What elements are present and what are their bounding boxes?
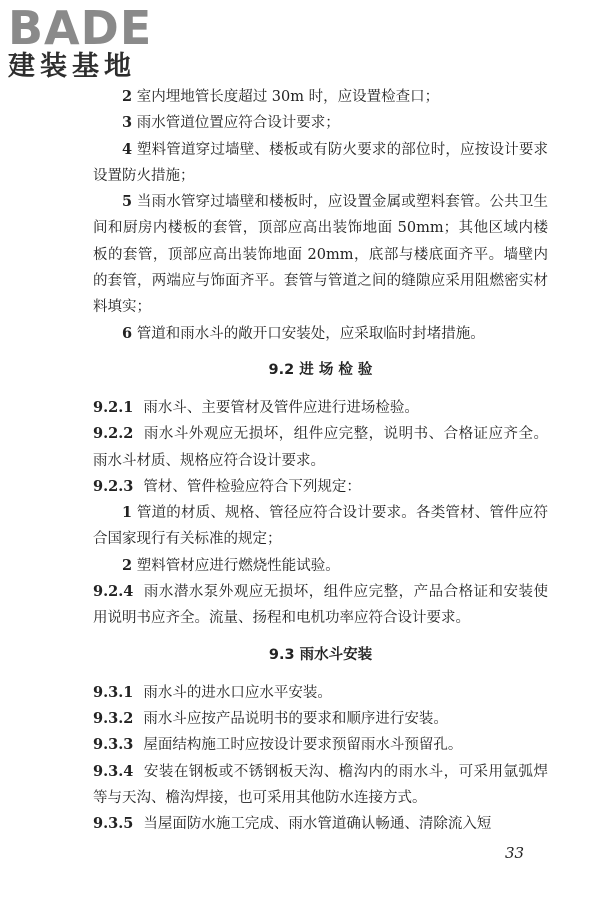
clause-number: 9.3.2 — [93, 709, 134, 727]
clause-paragraph — [93, 680, 548, 706]
section-heading: 9.2 进 场 检 验 — [268, 361, 373, 378]
clause-paragraph — [93, 421, 548, 474]
list-item — [93, 189, 548, 320]
paragraph-text: 雨水潜水泵外观应无损坏，组件应完整，产品合格证和安装使用说明书应齐全。流量、扬程和电机功率应符合设计要求。 — [93, 584, 548, 627]
item-number: 1 — [122, 504, 133, 522]
clause-number: 9.3.3 — [93, 736, 134, 754]
clause-number: 9.3.1 — [93, 683, 134, 701]
paragraph-text: 管材、管件检验应符合下列规定： — [143, 478, 361, 495]
list-item — [93, 500, 548, 553]
item-number: 6 — [122, 324, 133, 342]
paragraph-text: 塑料管道穿过墙壁、楼板或有防火要求的部位时，应按设计要求设置防火措施； — [93, 141, 549, 184]
section-heading: 9.3 雨水斗安装 — [268, 646, 373, 663]
paragraph-text: 雨水斗、主要管材及管件应进行进场检验。 — [143, 399, 419, 416]
clause-paragraph — [93, 759, 548, 812]
clause-paragraph — [93, 732, 548, 758]
list-item — [93, 137, 548, 190]
paragraph-text: 雨水斗的进水口应水平安装。 — [143, 684, 332, 701]
clause-paragraph — [93, 579, 548, 632]
document-body — [93, 84, 548, 837]
clause-number: 9.2.2 — [93, 425, 134, 443]
paragraph-text: 雨水斗外观应无损坏，组件应完整，说明书、合格证应齐全。雨水斗材质、规格应符合设计要求。 — [93, 426, 548, 469]
clause-paragraph — [93, 474, 548, 500]
clause-number: 9.3.5 — [93, 815, 134, 833]
page-number: 33 — [505, 844, 525, 862]
list-item — [93, 321, 548, 347]
paragraph-text: 雨水斗应按产品说明书的要求和顺序进行安装。 — [143, 710, 448, 727]
clause-number: 9.2.1 — [93, 398, 134, 416]
bade-logo — [8, 1, 178, 82]
list-item — [93, 110, 548, 136]
item-number: 2 — [122, 88, 133, 105]
clause-number: 9.2.4 — [93, 583, 134, 601]
paragraph-text: 雨水管道位置应符合设计要求； — [136, 115, 340, 132]
paragraph-text: 安装在钢板或不锈钢板天沟、檐沟内的雨水斗，可采用氩弧焊等与天沟、檐沟焊接，也可采用其他防水连接方式。 — [93, 763, 548, 806]
logo-subtitle: 建装基地 — [8, 51, 136, 82]
paragraph-text: 室内埋地管长度超过 30m 时，应设置检查口； — [136, 89, 440, 105]
item-number: 2 — [122, 556, 133, 574]
item-number: 4 — [122, 140, 133, 158]
paragraph-text: 管道的材质、规格、管径应符合设计要求。各类管材、管件应符合国家现行有关标准的规定； — [93, 505, 549, 548]
item-number: 5 — [122, 193, 133, 211]
item-number: 3 — [122, 114, 133, 132]
clause-number: 9.2.3 — [93, 477, 134, 495]
paragraph-text: 屋面结构施工时应按设计要求预留雨水斗预留孔。 — [143, 737, 463, 754]
logo-wordmark: BADE — [8, 1, 153, 55]
paragraph-text: 管道和雨水斗的敞开口安装处，应采取临时封堵措施。 — [136, 325, 485, 342]
clause-paragraph — [93, 395, 548, 421]
paragraph-text: 当雨水管穿过墙壁和楼板时，应设置金属或塑料套管。公共卫生间和厨房内楼板的套管，顶部应高出装饰地面 50mm；其他区域内楼板的套管，顶部应高出装饰地面 20mm，底部与楼底面齐平。墙壁内的套管，两端应与饰面齐平。套管与管道之间的缝隙应采用阻燃密实材料填实； — [93, 194, 549, 316]
list-item — [93, 553, 548, 579]
clause-paragraph — [93, 811, 548, 837]
clause-paragraph — [93, 706, 548, 732]
clause-number: 9.3.4 — [93, 762, 134, 780]
list-item — [93, 84, 548, 110]
paragraph-text: 当屋面防水施工完成、雨水管道确认畅通、清除流入短 — [143, 816, 492, 833]
paragraph-text: 塑料管材应进行燃烧性能试验。 — [136, 557, 340, 574]
